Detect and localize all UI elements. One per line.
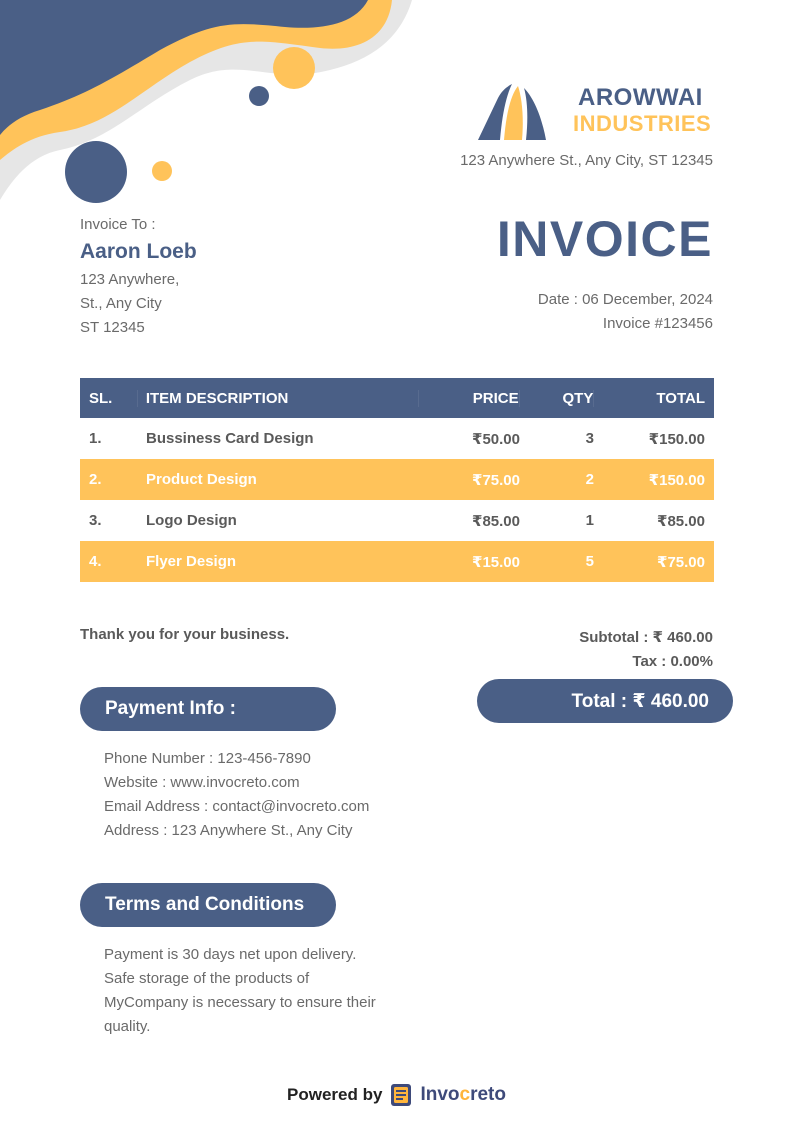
company-name-line1: AROWWAI — [578, 84, 703, 111]
cell-total: ₹75.00 — [657, 553, 705, 571]
terms-line: quality. — [104, 1018, 151, 1035]
invoice-to-label: Invoice To : — [80, 216, 156, 233]
payment-address: Address : 123 Anywhere St., Any City — [104, 822, 353, 839]
brand-part1: Invo — [420, 1084, 460, 1105]
table-row — [80, 418, 714, 459]
header-wave-decoration — [0, 0, 420, 230]
table-row — [80, 459, 714, 500]
payment-email: Email Address : contact@invocreto.com — [104, 798, 370, 815]
cell-price: ₹85.00 — [472, 512, 520, 530]
footer — [0, 1083, 793, 1107]
header-price: PRICE — [419, 390, 520, 407]
sail-stripes-logo-icon — [476, 80, 548, 142]
company-logo — [476, 78, 716, 144]
cell-description: Bussiness Card Design — [146, 430, 314, 447]
table-header-row — [80, 378, 714, 418]
client-address-line: St., Any City — [80, 295, 162, 312]
cell-sl: 4. — [89, 553, 102, 570]
invoice-meta — [538, 288, 713, 336]
cell-sl: 1. — [89, 430, 102, 447]
client-address-line: 123 Anywhere, — [80, 271, 180, 288]
invoice-date: Date : 06 December, 2024 — [537, 291, 713, 308]
cell-qty: 2 — [585, 471, 594, 488]
terms-line: Payment is 30 days net upon delivery. — [104, 946, 357, 963]
brand-accent: c — [459, 1084, 471, 1105]
company-name-line2: INDUSTRIES — [573, 111, 712, 136]
subtotal-block — [579, 626, 713, 674]
invocreto-brand[interactable] — [420, 1084, 506, 1106]
tax-value: Tax : 0.00% — [632, 653, 713, 670]
payment-website: Website : www.invocreto.com — [104, 774, 300, 791]
company-address: 123 Anywhere St., Any City, ST 12345 — [460, 152, 713, 169]
document-icon — [390, 1083, 412, 1107]
header-qty: QTY — [520, 390, 595, 407]
powered-by-label: Powered by — [287, 1085, 383, 1104]
terms-text — [104, 943, 376, 1039]
table-row — [80, 500, 714, 541]
cell-price: ₹50.00 — [472, 430, 520, 448]
terms-line: MyCompany is necessary to ensure their — [104, 994, 376, 1011]
client-address — [80, 268, 179, 340]
cell-total: ₹85.00 — [657, 512, 705, 530]
cell-total: ₹150.00 — [648, 471, 705, 489]
cell-description: Product Design — [146, 471, 257, 488]
header-total: TOTAL — [656, 389, 705, 407]
payment-info-heading: Payment Info : — [80, 687, 336, 731]
payment-info-details — [104, 747, 369, 843]
terms-line: Safe storage of the products of — [104, 970, 310, 987]
client-name: Aaron Loeb — [80, 240, 197, 263]
cell-sl: 3. — [89, 512, 102, 529]
cell-price: ₹15.00 — [472, 553, 520, 571]
cell-qty: 3 — [585, 430, 594, 447]
client-address-line: ST 12345 — [80, 319, 145, 336]
cell-description: Flyer Design — [146, 553, 237, 570]
cell-sl: 2. — [89, 471, 102, 488]
terms-heading: Terms and Conditions — [80, 883, 336, 927]
invoice-number: Invoice #123456 — [602, 315, 713, 332]
thank-you-note: Thank you for your business. — [80, 626, 290, 643]
cell-total: ₹150.00 — [648, 430, 705, 448]
table-row — [80, 541, 714, 582]
payment-phone: Phone Number : 123-456-7890 — [104, 750, 311, 767]
cell-price: ₹75.00 — [472, 471, 520, 489]
invoice-title: INVOICE — [496, 211, 713, 267]
items-table — [80, 378, 714, 582]
header-sl: SL. — [80, 390, 138, 407]
brand-part2: reto — [470, 1084, 506, 1105]
subtotal-value: Subtotal : ₹ 460.00 — [579, 629, 713, 646]
cell-qty: 1 — [585, 512, 594, 529]
header-description: ITEM DESCRIPTION — [138, 390, 419, 407]
total-amount: Total : ₹ 460.00 — [477, 679, 733, 723]
cell-description: Logo Design — [146, 512, 237, 529]
cell-qty: 5 — [585, 553, 594, 570]
